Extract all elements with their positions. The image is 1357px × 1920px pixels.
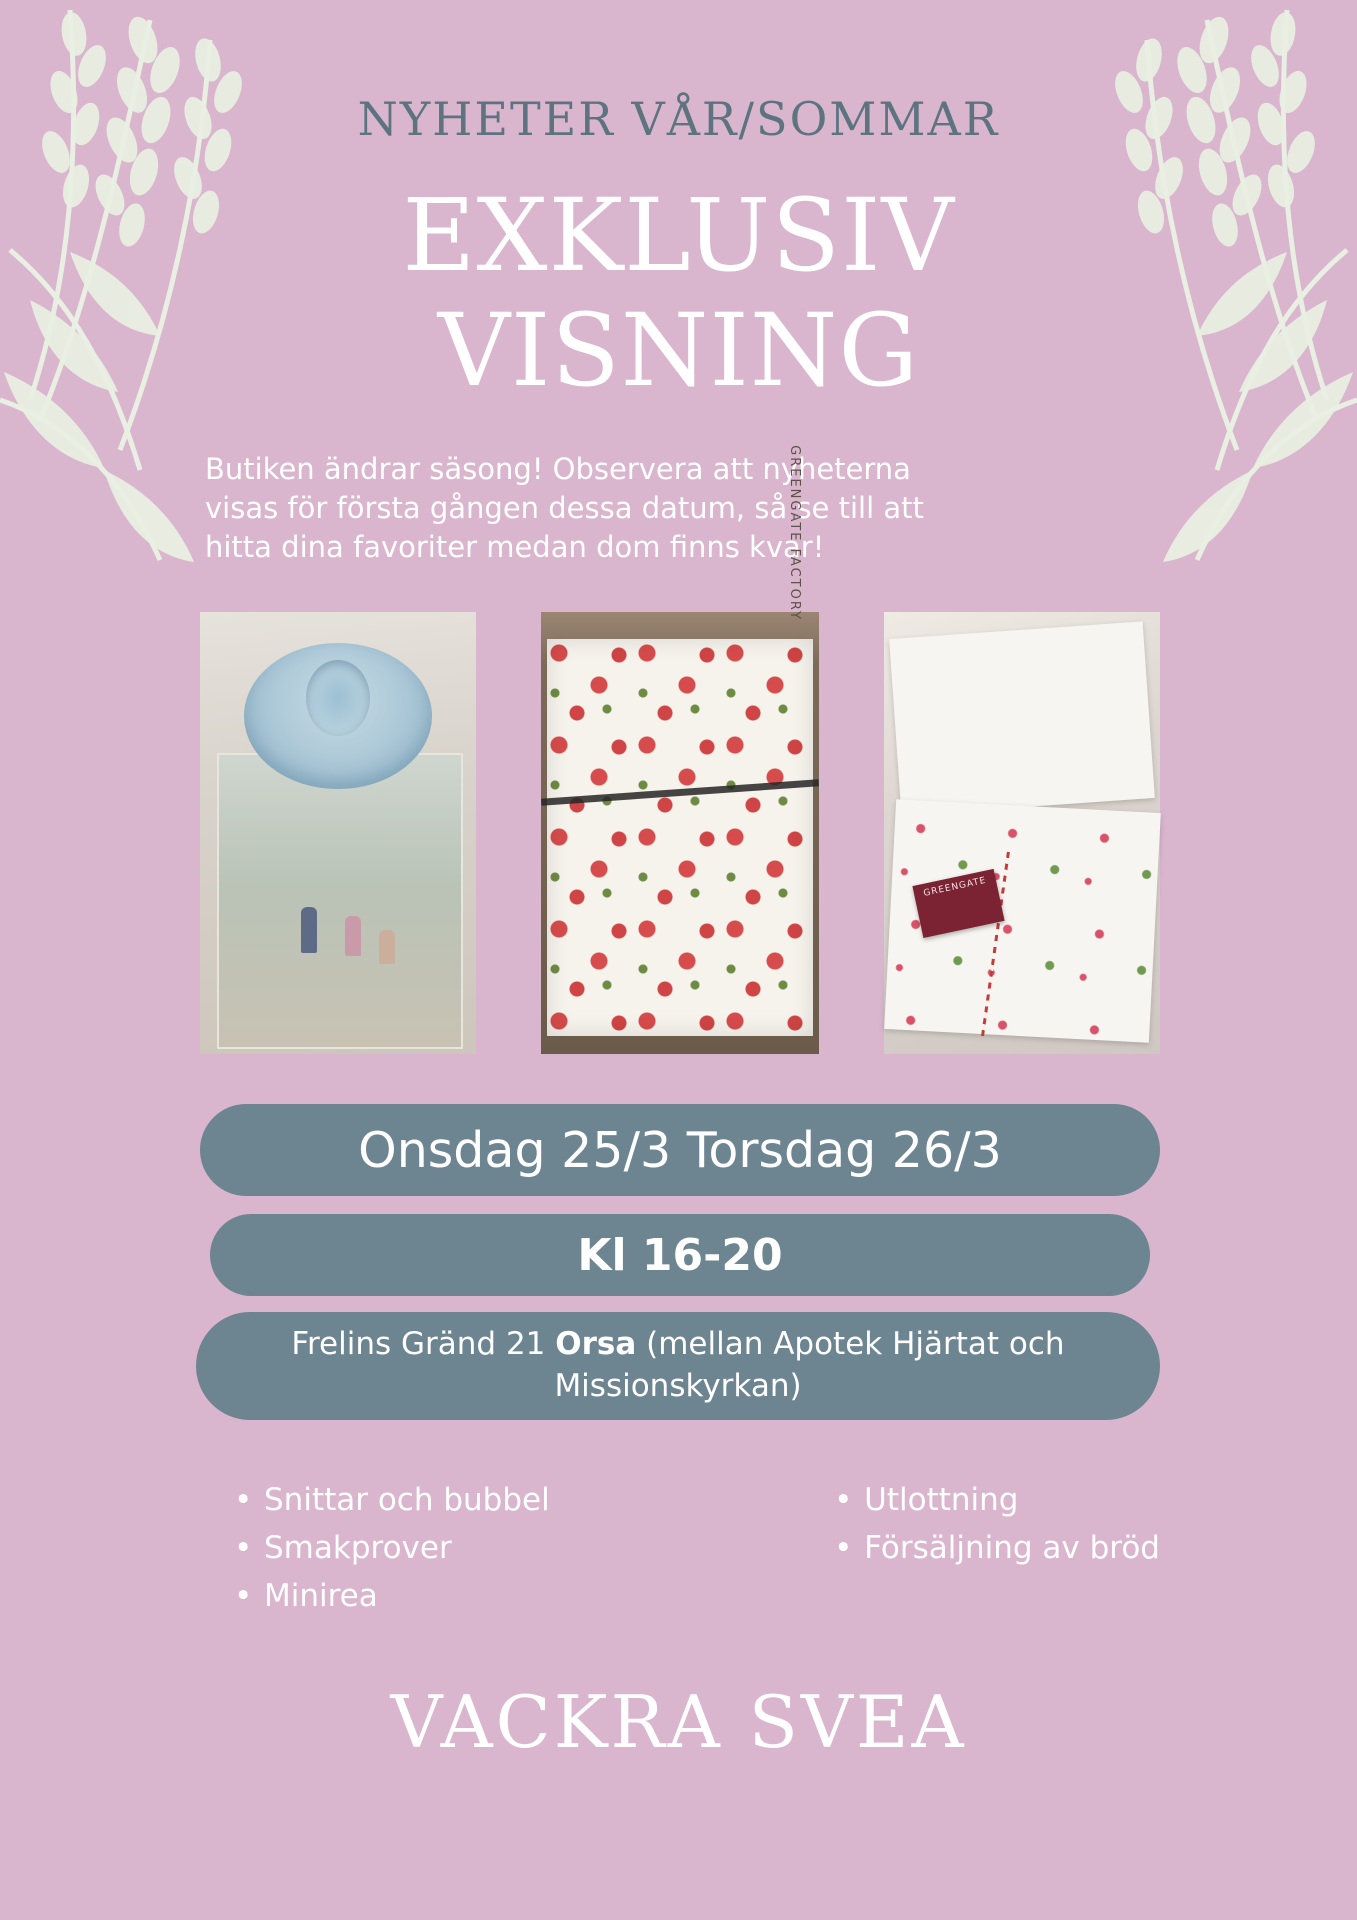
intro-line-1: Butiken ändrar säsong! Observera att nyheterna (205, 452, 911, 486)
page-title (0, 178, 1357, 408)
illustrated-card (217, 753, 464, 1049)
brand-stamp-label: GREENGATE FACTORY (787, 444, 803, 621)
intro-paragraph (205, 450, 1150, 567)
blue-flower-bowl (244, 643, 432, 789)
list-item: • Utlottning (860, 1476, 1160, 1524)
brand-name: VACKRA SVEA (390, 1680, 967, 1764)
product-photo-bowl (200, 612, 476, 1054)
list-item: • Minirea (260, 1572, 550, 1620)
activities-list-left (230, 1476, 550, 1620)
product-photo-linens (884, 612, 1160, 1054)
product-photo-napkins (541, 444, 819, 1054)
list-item: • Försäljning av bröd (860, 1524, 1160, 1572)
address-pill (196, 1312, 1160, 1420)
kicker-text: NYHETER VÅR/SOMMAR (357, 92, 1000, 146)
title-line-2: VISNING (437, 292, 920, 409)
card-figure (379, 930, 395, 964)
intro-line-3: hitta dina favoriter medan dom finns kvar! (205, 530, 825, 565)
floral-linen-top (889, 621, 1155, 815)
title-line-1: EXKLUSIV (402, 177, 955, 294)
address-note: (mellan Apotek Hjärtat och Missionskyrkan) (554, 1326, 1065, 1404)
intro-line-2: visas för första gången dessa datum, så se till att (205, 491, 924, 526)
product-tag-label: GREENGATE (922, 876, 988, 900)
list-item: • Smakprover (260, 1524, 550, 1572)
strawberry-napkin-stack (547, 639, 814, 1037)
activities-lists (230, 1476, 1160, 1620)
dates-pill: Onsdag 25/3 Torsdag 26/3 (200, 1104, 1160, 1196)
address-street: Frelins Gränd 21 (291, 1326, 556, 1363)
activities-list-right (830, 1476, 1160, 1620)
list-item: • Snittar och bubbel (260, 1476, 550, 1524)
card-figure (301, 907, 317, 953)
card-figure (345, 916, 361, 956)
address-city: Orsa (555, 1326, 637, 1363)
time-pill: Kl 16-20 (210, 1214, 1150, 1296)
